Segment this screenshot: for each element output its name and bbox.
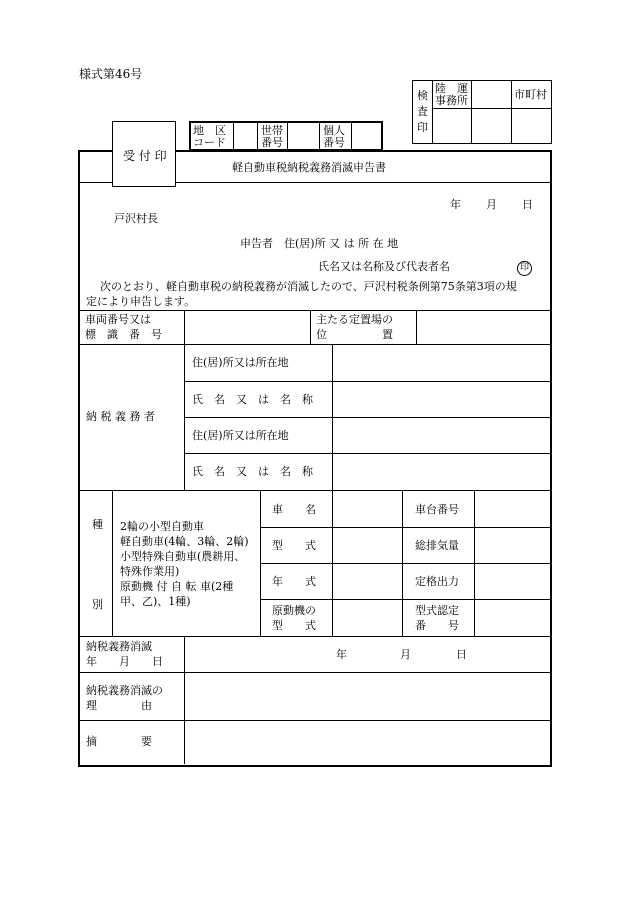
taxpayer-name-2-label: 氏 名 又 は 名 称 bbox=[192, 465, 313, 478]
taxpayer-address-1-label: 住(居)所又は所在地 bbox=[192, 356, 289, 369]
vehicle-number-label: 車両番号又は bbox=[85, 313, 151, 326]
date-year: 年 bbox=[450, 198, 461, 211]
type-approval-label-2: 番 号 bbox=[415, 619, 459, 632]
household-number-label: 世帯 bbox=[261, 124, 283, 137]
vehicle-year-label: 年 式 bbox=[272, 575, 316, 588]
form-title: 軽自動車税納税義務消滅申告書 bbox=[232, 161, 386, 174]
district-code-label-2: コード bbox=[193, 136, 226, 149]
type-option-1: 2輪の小型自動車 bbox=[120, 520, 204, 533]
extinction-reason-label: 納税義務消滅の bbox=[86, 684, 163, 697]
type-label-top: 種 bbox=[92, 518, 103, 531]
applicant-address-label: 申告者 住(居)所 又 は 所 在 地 bbox=[240, 237, 399, 250]
addressee: 戸沢村長 bbox=[114, 212, 158, 225]
municipality-label: 市町村 bbox=[514, 88, 547, 101]
declaration-text-2: 定により申告します。 bbox=[86, 295, 196, 308]
receipt-stamp-box bbox=[112, 121, 176, 187]
extinction-date-label: 納税義務消滅 bbox=[86, 640, 152, 653]
engine-model-label-2: 型 式 bbox=[272, 619, 316, 632]
vehicle-model-label: 型 式 bbox=[272, 539, 316, 552]
vehicle-name-label: 車 名 bbox=[272, 503, 316, 516]
rated-output-label: 定格出力 bbox=[415, 575, 459, 588]
engine-model-label: 原動機の bbox=[272, 604, 316, 617]
type-option-2: 軽自動車(4輪、3輪、2輪) bbox=[120, 535, 249, 548]
code-box bbox=[189, 121, 383, 151]
extinction-reason-label-2: 理 由 bbox=[86, 699, 152, 712]
date-month: 月 bbox=[486, 198, 497, 211]
personal-number-label: 個人 bbox=[323, 124, 345, 137]
type-option-3b: 特殊作業用) bbox=[120, 565, 180, 578]
household-number-label-2: 番号 bbox=[261, 136, 283, 149]
transport-office-label: 陸 運 bbox=[435, 82, 468, 95]
form-number: 様式第46号 bbox=[79, 67, 143, 81]
inspection-label-1: 検 bbox=[417, 89, 428, 102]
extinction-month: 月 bbox=[400, 648, 411, 661]
vehicle-number-label-2: 標 識 番 号 bbox=[85, 328, 162, 341]
declaration-text-1: 次のとおり、軽自動車税の納税義務が消滅したので、戸沢村税条例第75条第3項の規 bbox=[100, 280, 517, 293]
remarks-label: 摘 要 bbox=[86, 735, 152, 748]
extinction-date-label-2: 年 月 日 bbox=[86, 655, 163, 668]
seal-icon: 印 bbox=[517, 260, 532, 276]
taxpayer-name-1-label: 氏 名 又 は 名 称 bbox=[192, 393, 313, 406]
inspection-box bbox=[412, 80, 552, 144]
personal-number-label-2: 番号 bbox=[323, 136, 345, 149]
extinction-day: 日 bbox=[456, 648, 467, 661]
type-approval-label: 型式認定 bbox=[415, 604, 459, 617]
type-option-4b: 甲、乙)、1種) bbox=[120, 595, 191, 608]
type-option-4: 原動機 付 自 転 車(2種 bbox=[120, 580, 234, 593]
main-form bbox=[78, 150, 552, 767]
type-label-bottom: 別 bbox=[92, 598, 103, 611]
chassis-number-label: 車台番号 bbox=[415, 503, 459, 516]
inspection-label-2: 査 bbox=[417, 105, 428, 118]
applicant-name-label: 氏名又は名称及び代表者名 bbox=[318, 260, 450, 273]
extinction-year: 年 bbox=[336, 648, 347, 661]
date-day: 日 bbox=[522, 198, 533, 211]
type-option-3: 小型特殊自動車(農耕用、 bbox=[120, 550, 246, 563]
inspection-label-3: 印 bbox=[417, 121, 428, 134]
receipt-stamp-label: 受 付 印 bbox=[123, 149, 167, 163]
storage-location-label: 主たる定置場の bbox=[316, 313, 393, 326]
district-code-label: 地 区 bbox=[193, 124, 226, 137]
storage-location-label-2: 位 置 bbox=[316, 328, 393, 341]
transport-office-label-2: 事務所 bbox=[435, 94, 468, 107]
displacement-label: 総排気量 bbox=[415, 539, 459, 552]
taxpayer-label: 納 税 義 務 者 bbox=[86, 410, 155, 423]
taxpayer-address-2-label: 住(居)所又は所在地 bbox=[192, 429, 289, 442]
